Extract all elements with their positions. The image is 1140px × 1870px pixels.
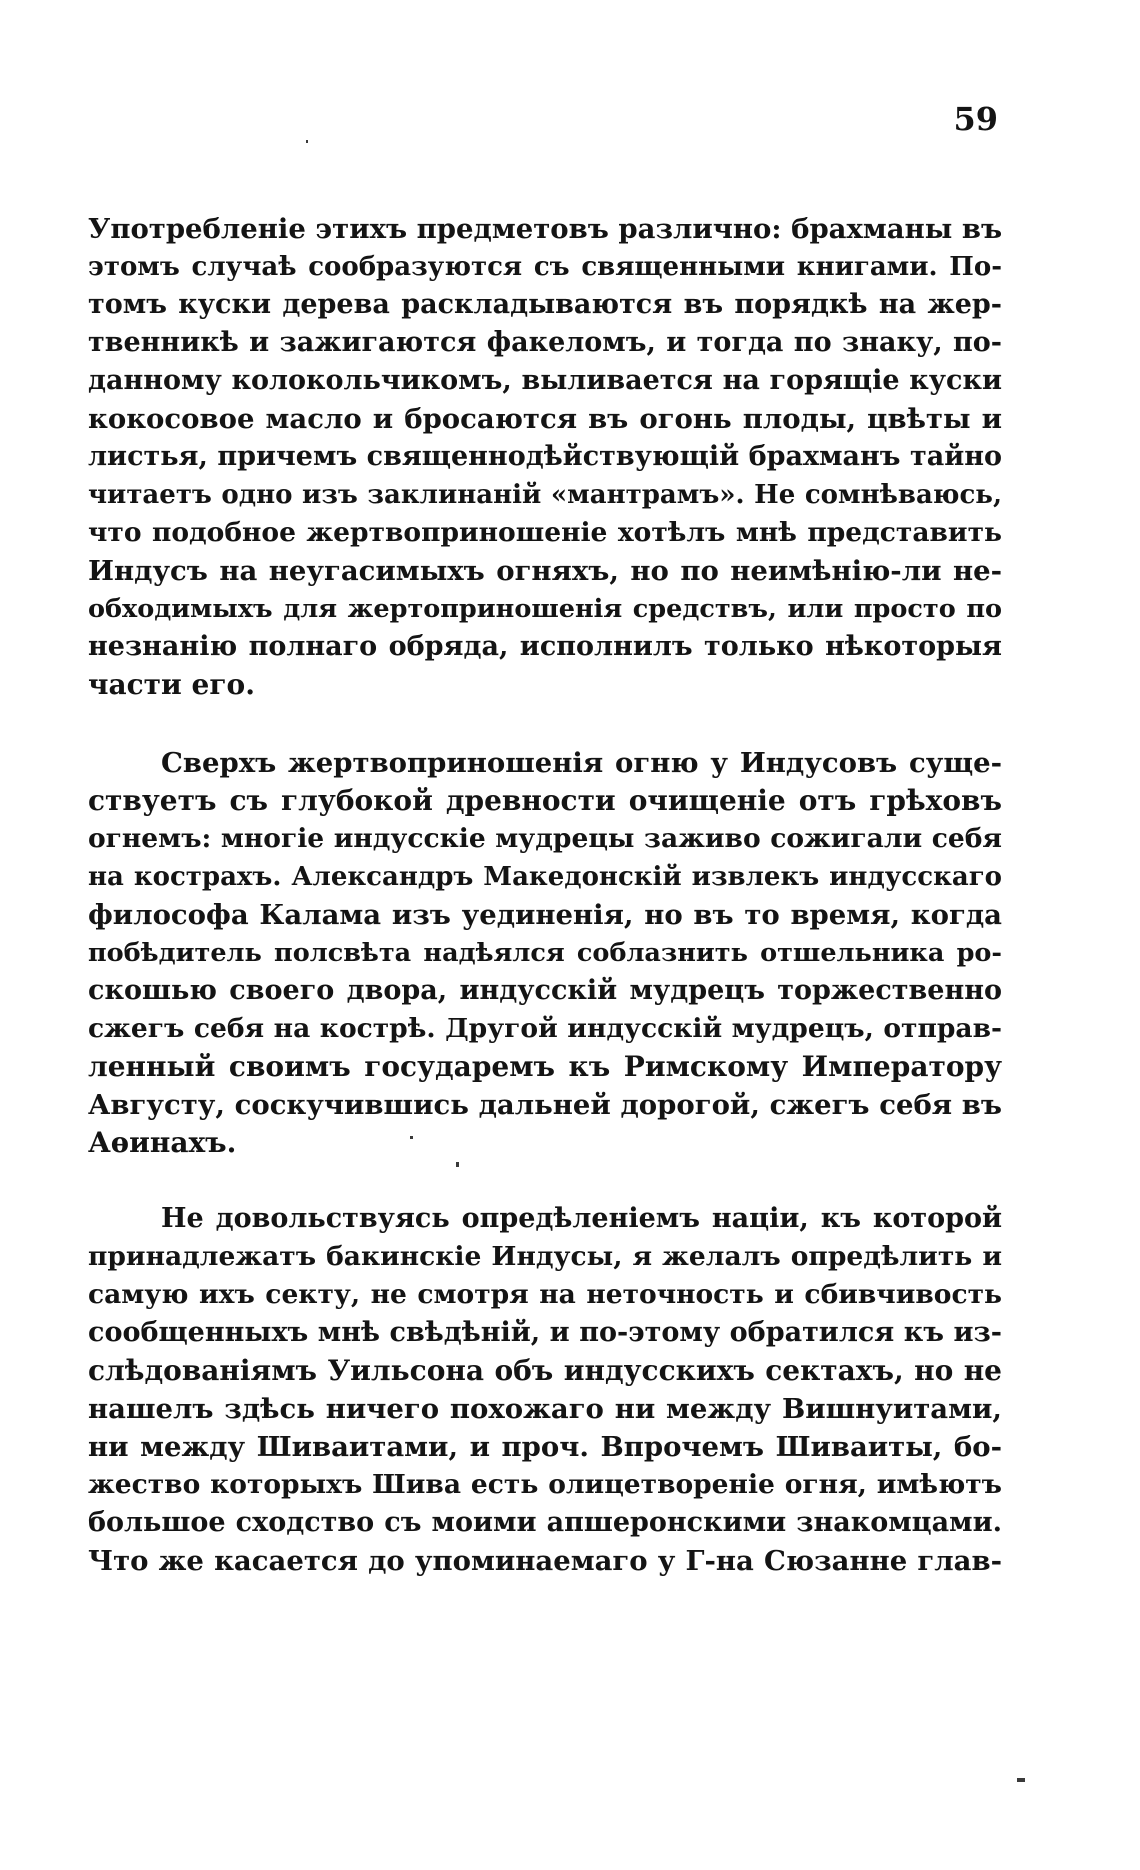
text-line: скошью своего двора, индусскій мудрецъ торжественно	[88, 975, 1002, 1006]
text-line: ленный своимъ государемъ къ Римскому Императору	[88, 1050, 1002, 1083]
paragraph-3	[88, 1200, 1002, 1580]
text-line: самую ихъ секту, не смотря на неточность и сбивчивость	[88, 1279, 1002, 1310]
paragraph-2	[88, 744, 1002, 1162]
text-line: Не довольствуясь опредѣленіемъ націи, къ которой	[161, 1203, 1002, 1234]
text-line: листья, причемъ священнодѣйствующій брахманъ тайно	[88, 441, 1002, 472]
text-line: философа Калама изъ уединенія, но въ то время, когда	[88, 899, 1002, 931]
text-line: Употребленіе этихъ предметовъ различно: брахманы въ	[88, 213, 1002, 245]
text-line: части его.	[88, 668, 255, 701]
text-line: Аѳинахъ.	[88, 1126, 237, 1159]
scan-speck	[410, 1136, 413, 1139]
text-line: сжегъ себя на кострѣ. Другой индусскій мудрецъ, отправ-	[88, 1013, 1002, 1044]
text-line: ствуетъ съ глубокой древности очищеніе отъ грѣховъ	[88, 784, 1002, 817]
scan-speck	[306, 140, 308, 143]
paragraph-1	[88, 210, 1002, 704]
text-line: читаетъ одно изъ заклинаній «мантрамъ». Не сомнѣваюсь,	[88, 480, 1002, 510]
text-line: этомъ случаѣ сообразуются съ священными книгами. По-	[88, 252, 1002, 282]
text-line: на кострахъ. Александръ Македонскій извлекъ индусскаго	[88, 862, 1002, 892]
text-line: Что же касается до упоминаемаго у Г-на Сюзанне глав-	[88, 1545, 1002, 1577]
text-line: Августу, соскучившись дальней дорогой, сжегъ себя въ	[88, 1089, 1002, 1121]
scan-speck	[456, 1162, 459, 1167]
text-line: большое сходство съ моими апшеронскими знакомцами.	[88, 1507, 1002, 1538]
text-line: Индусъ на неугасимыхъ огняхъ, но по неимѣнію-ли не-	[88, 555, 1002, 587]
text-line: Сверхъ жертвоприношенія огню у Индусовъ суще-	[161, 747, 1002, 779]
scan-speck	[1017, 1778, 1025, 1782]
text-line: побѣдитель полсвѣта надѣялся соблазнить отшельника ро-	[88, 938, 1002, 968]
page-number: 59	[953, 100, 998, 138]
text-line: жество которыхъ Шива есть олицетвореніе огня, имѣютъ	[88, 1469, 1002, 1500]
text-line: слѣдованіямъ Уильсона объ индусскихъ сектахъ, но не	[88, 1354, 1002, 1387]
text-line: ни между Шиваитами, и проч. Впрочемъ Шиваиты, бо-	[88, 1431, 1002, 1463]
text-line: данному колокольчикомъ, выливается на горящіе куски	[88, 365, 1002, 396]
text-line: что подобное жертвоприношеніе хотѣлъ мнѣ представить	[88, 517, 1002, 548]
text-line: твенникѣ и зажигаются факеломъ, и тогда по знаку, по-	[88, 327, 1002, 358]
text-line: томъ куски дерева раскладываются въ порядкѣ на жер-	[88, 289, 1002, 320]
text-line: незнанію полнаго обряда, исполнилъ только нѣкоторыя	[88, 631, 1002, 662]
text-line: принадлежатъ бакинскіе Индусы, я желалъ опредѣлить и	[88, 1241, 1002, 1272]
text-line: нашелъ здѣсь ничего похожаго ни между Вишнуитами,	[88, 1393, 1002, 1425]
text-line: сообщенныхъ мнѣ свѣдѣній, и по-этому обратился къ из-	[88, 1317, 1002, 1348]
text-line: огнемъ: многіе индусскіе мудрецы заживо сожигали себя	[88, 823, 1002, 854]
text-line: обходимыхъ для жертоприношенія средствъ, или просто по	[88, 594, 1002, 624]
text-line: кокосовое масло и бросаются въ огонь плоды, цвѣты и	[88, 403, 1002, 435]
